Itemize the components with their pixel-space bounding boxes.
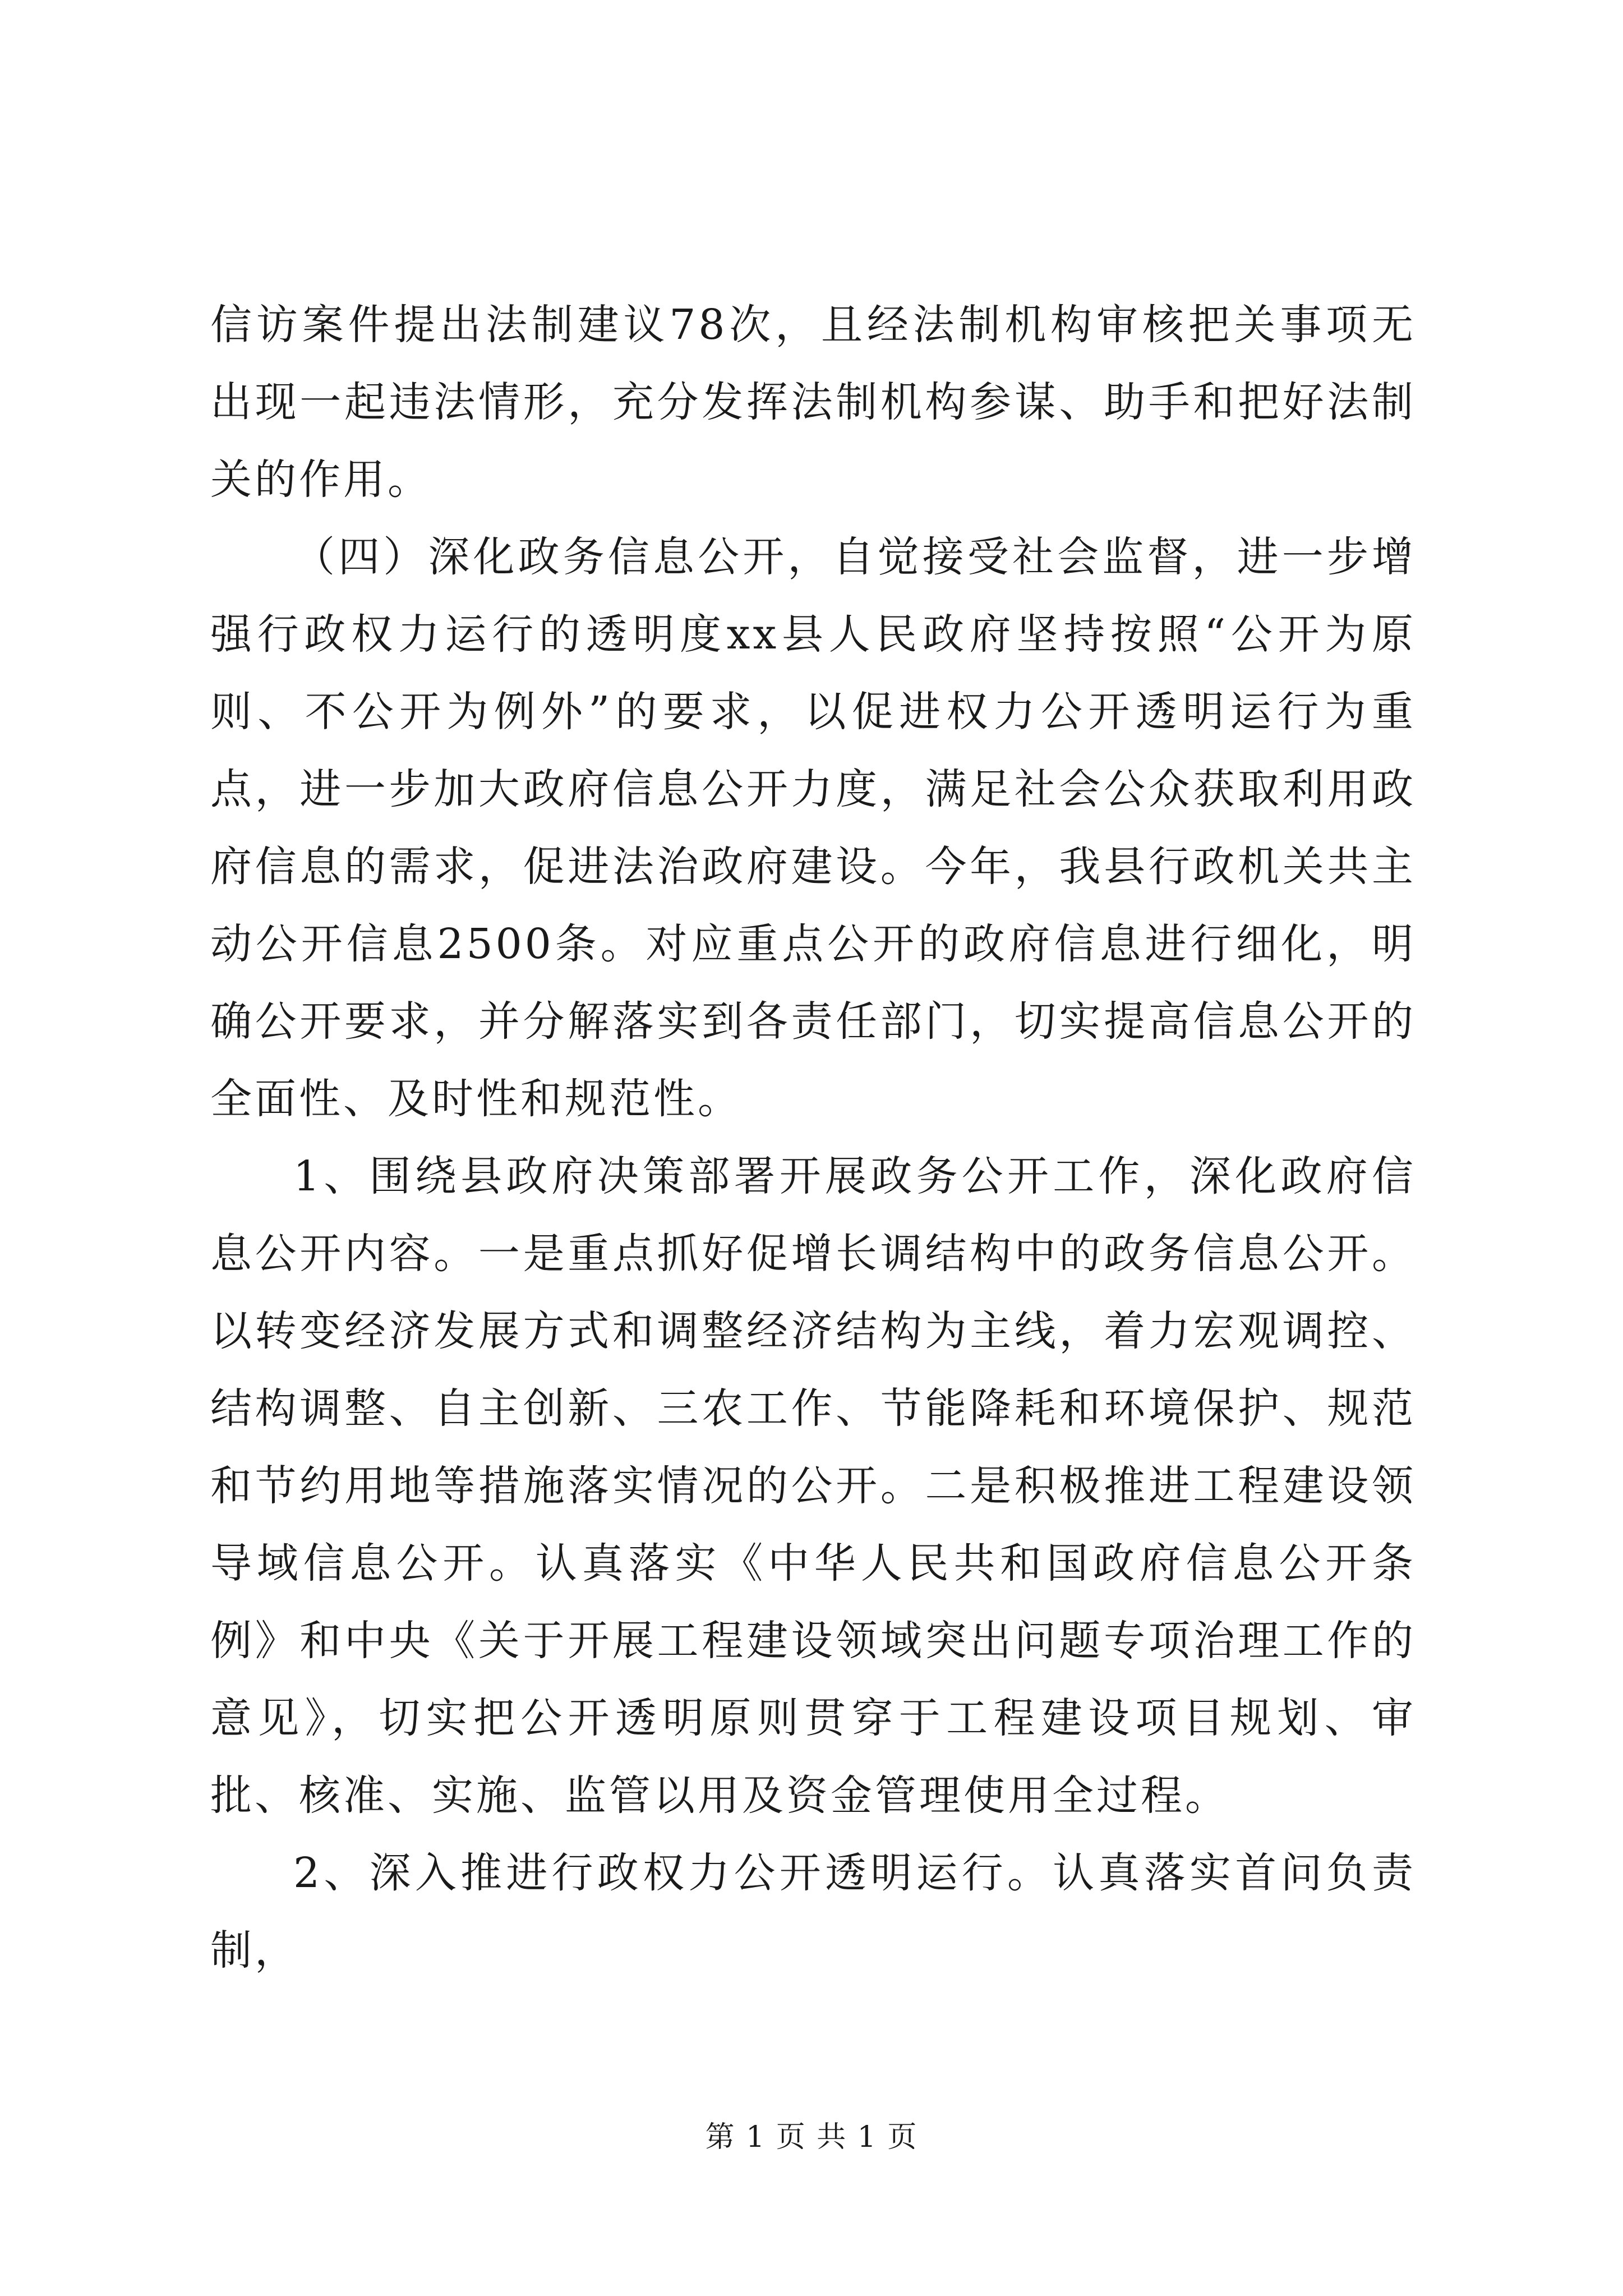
paragraph-2: （四）深化政务信息公开，自觉接受社会监督，进一步增强行政权力运行的透明度xx县人民政府坚持按照“公开为原则、不公开为例外”的要求，以促进权力公开透明运行为重点，进一步加大政府信息公开力度，满足社会公众获取利用政府信息的需求，促进法治政府建设。今年，我县行政机关共主动公开信息2500条。对应重点公开的政府信息进行细化，明确公开要求，并分解落实到各责任部门，切实提高信息公开的全面性、及时性和规范性。 (210, 533, 1416, 1123)
paragraph-1: 信访案件提出法制建议78次，且经法制机构审核把关事项无出现一起违法情形，充分发挥法制机构参谋、助手和把好法制关的作用。 (210, 301, 1416, 504)
page-footer: 第 1 页 共 1 页 (705, 2120, 918, 2154)
paragraph-3: 1、围绕县政府决策部署开展政务公开工作，深化政府信息公开内容。一是重点抓好促增长调结构中的政务信息公开。以转变经济发展方式和调整经济结构为主线，着力宏观调控、结构调整、自主创新、三农工作、节能降耗和环境保护、规范和节约用地等措施落实情况的公开。二是积极推进工程建设领导域信息公开。认真落实《中华人民共和国政府信息公开条例》和中央《关于开展工程建设领域突出问题专项治理工作的意见》，切实把公开透明原则贯穿于工程建设项目规划、审批、核准、实施、监管以用及资金管理使用全过程。 (210, 1152, 1416, 1820)
document-body (210, 286, 1416, 1989)
paragraph-4: 2、深入推进行政权力公开透明运行。认真落实首问负责制， (210, 1849, 1416, 1975)
